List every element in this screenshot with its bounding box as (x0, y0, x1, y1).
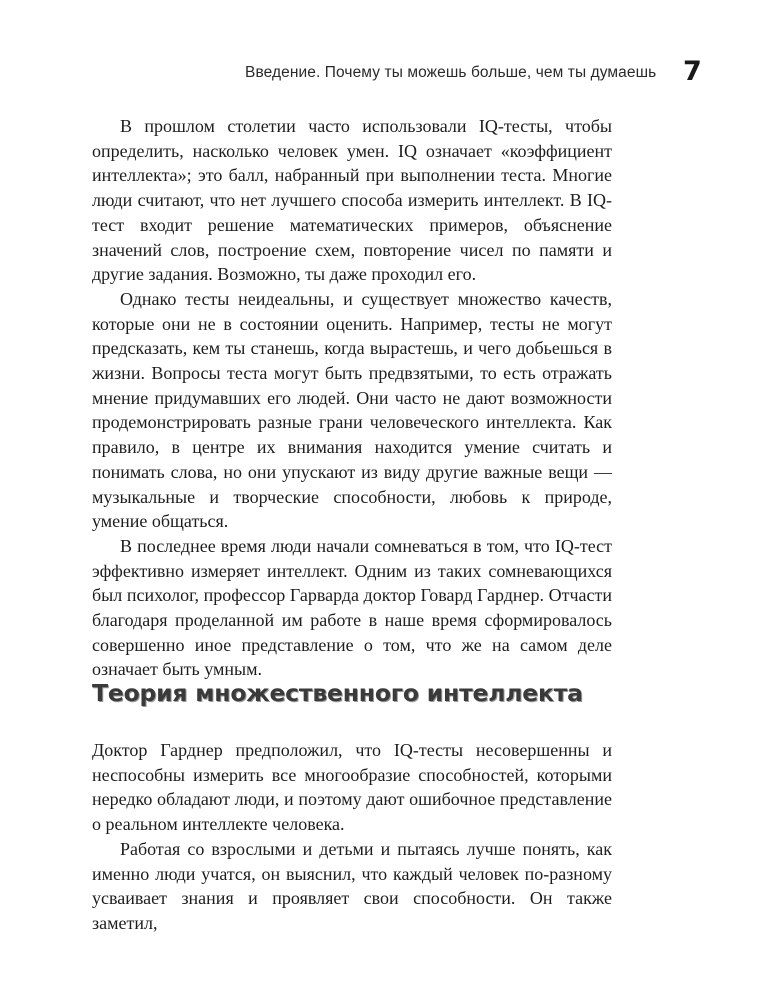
body-paragraph: Работая со взрослыми и детьми и пытаясь лучше понять, как именно люди учатся, он выяснил, что каждый человек по-разному усваивает знания и проявляет свои способности. Он также заметил, (92, 838, 612, 933)
intro-text-block (92, 114, 612, 682)
body-paragraph: В последнее время люди начали сомневаться в том, что IQ-тест эффективно измеряет интеллект. Одним из таких сомневающихся был психолог, профессор Гарварда доктор Говард Гарднер. Отчасти благодаря проделанной им работе в наше время сформировалось совершенно иное представление о том, что же на самом деле означает быть умным. (92, 535, 612, 680)
section-heading: Теория множественного интеллекта (92, 679, 583, 707)
running-head-title: Введение. Почему ты можешь больше, чем ты думаешь (245, 64, 657, 81)
body-paragraph: Однако тесты неидеальны, и существует множество качеств, которые они не в состоянии оценить. Например, тесты не могут предсказать, кем ты станешь, когда вырастешь, и чего добьешься в жизни. Вопросы теста могут быть предвзятыми, то есть отражать мнение придумавших его людей. Они часто не дают возможности продемонстрировать разные грани человеческого интеллекта. Как правило, в центре их внимания находится умение считать и понимать слова, но они упускают из виду другие важные вещи — музыкальные и творческие способности, любовь к природе, умение общаться. (92, 288, 612, 532)
page-number: 7 (683, 56, 702, 87)
body-paragraph: Доктор Гарднер предположил, что IQ-тесты несовершенны и неспособны измерить все многообразие способностей, которыми нередко обладают люди, и поэтому дают ошибочное представление о реальном интеллекте человека. (92, 740, 612, 835)
theory-text-block (92, 738, 612, 936)
body-paragraph: В прошлом столетии часто использовали IQ-тесты, чтобы определить, насколько человек умен. IQ означает «коэффициент интеллекта»; это балл, набранный при выполнении теста. Многие люди считают, что нет лучшего способа измерить интеллект. В IQ-тест входит решение математических примеров, объяснение значений слов, построение схем, повторение чисел по памяти и другие задания. Возможно, ты даже проходил его. (92, 116, 612, 285)
